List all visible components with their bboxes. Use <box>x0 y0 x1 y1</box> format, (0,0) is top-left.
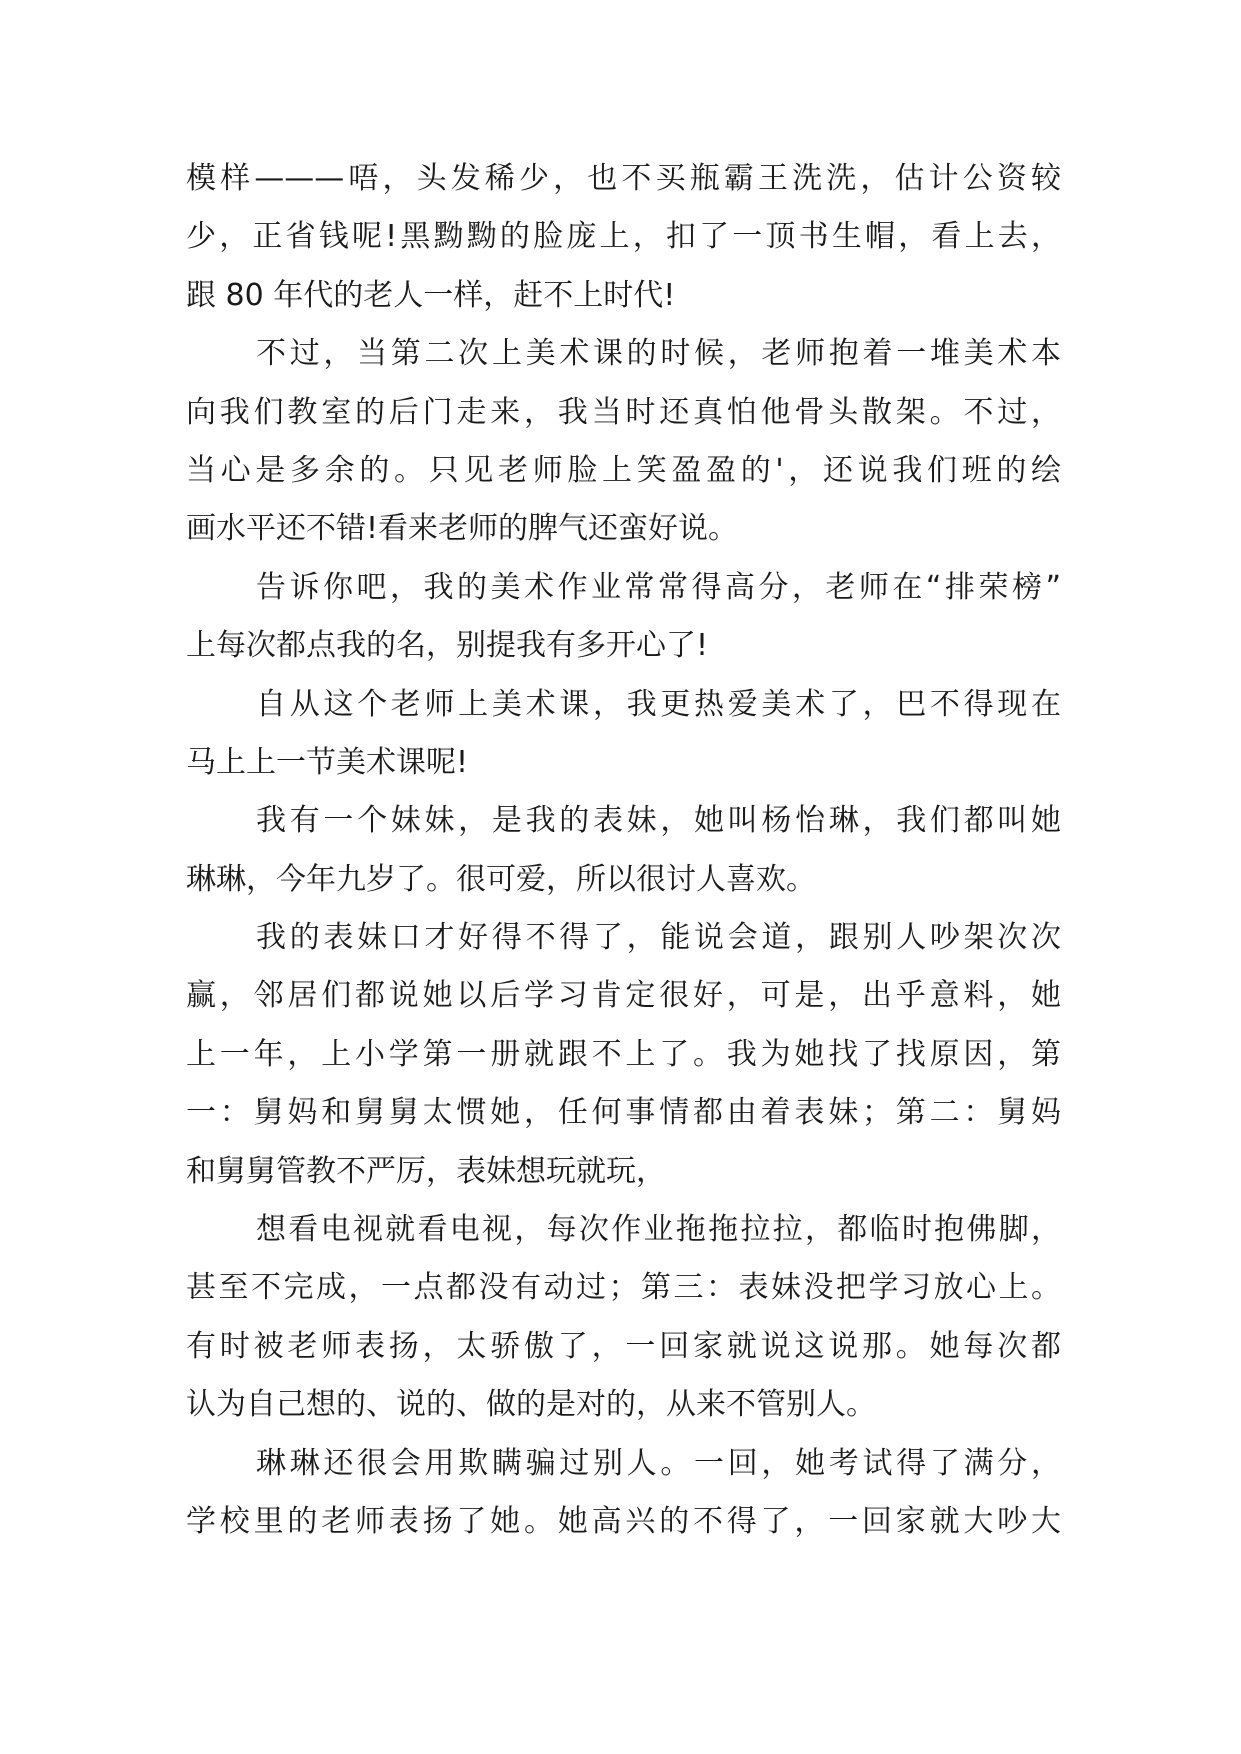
text-line: 上每次都点我的名，别提我有多开心了! <box>186 628 709 664</box>
text-line: 模样———唔，头发稀少，也不买瓶霸王洗洗，估计公资较 <box>186 161 1061 196</box>
text-line: 有时被老师表扬，太骄傲了，一回家就说这说那。她每次都 <box>186 1328 1061 1364</box>
text-line: 我的表妹口才好得不得了，能说会道，跟别人吵架次次 <box>256 920 1061 956</box>
text-line: 向我们教室的后门走来，我当时还真怕他骨头散架。不过， <box>186 394 1061 430</box>
text-line: 甚至不完成，一点都没有动过；第三：表妹没把学习放心上。 <box>186 1270 1061 1306</box>
text-line: 认为自己想的、说的、做的是对的，从来不管别人。 <box>186 1387 876 1423</box>
text-line: 少，正省钱呢!黑黝黝的脸庞上，扣了一顶书生帽，看上去， <box>186 219 1061 255</box>
text-line: 琳琳还很会用欺瞒骗过别人。一回，她考试得了满分， <box>256 1445 1061 1481</box>
text-line: 不过，当第二次上美术课的时候，老师抱着一堆美术本 <box>256 336 1061 372</box>
text-line: 马上上一节美术课呢! <box>186 744 469 780</box>
text-line: 琳琳，今年九岁了。很可爱，所以很讨人喜欢。 <box>186 861 816 897</box>
text-line: 学校里的老师表扬了她。她高兴的不得了，一回家就大吵大 <box>186 1503 1061 1539</box>
document-body <box>186 150 1061 1551</box>
text-line: 一：舅妈和舅舅太惯她，任何事情都由着表妹；第二：舅妈 <box>186 1095 1061 1131</box>
text-line: 告诉你吧，我的美术作业常常得高分，老师在“排荣榜” <box>256 569 1061 605</box>
text-line: 上一年，上小学第一册就跟不上了。我为她找了找原因，第 <box>186 1036 1061 1072</box>
text-line: 跟 80 年代的老人一样，赶不上时代! <box>186 277 676 313</box>
text-line: 我有一个妹妹，是我的表妹，她叫杨怡琳，我们都叫她 <box>256 803 1061 839</box>
text-line: 赢，邻居们都说她以后学习肯定很好，可是，出乎意料，她 <box>186 978 1061 1014</box>
text-line: 自从这个老师上美术课，我更热爱美术了，巴不得现在 <box>256 686 1061 722</box>
text-line: 当心是多余的。只见老师脸上笑盈盈的'，还说我们班的绘 <box>186 452 1061 488</box>
text-line: 和舅舅管教不严厉，表妹想玩就玩， <box>186 1153 666 1189</box>
text-line: 画水平还不错!看来老师的脾气还蛮好说。 <box>186 511 739 547</box>
text-line: 想看电视就看电视，每次作业拖拖拉拉，都临时抱佛脚， <box>256 1212 1061 1248</box>
